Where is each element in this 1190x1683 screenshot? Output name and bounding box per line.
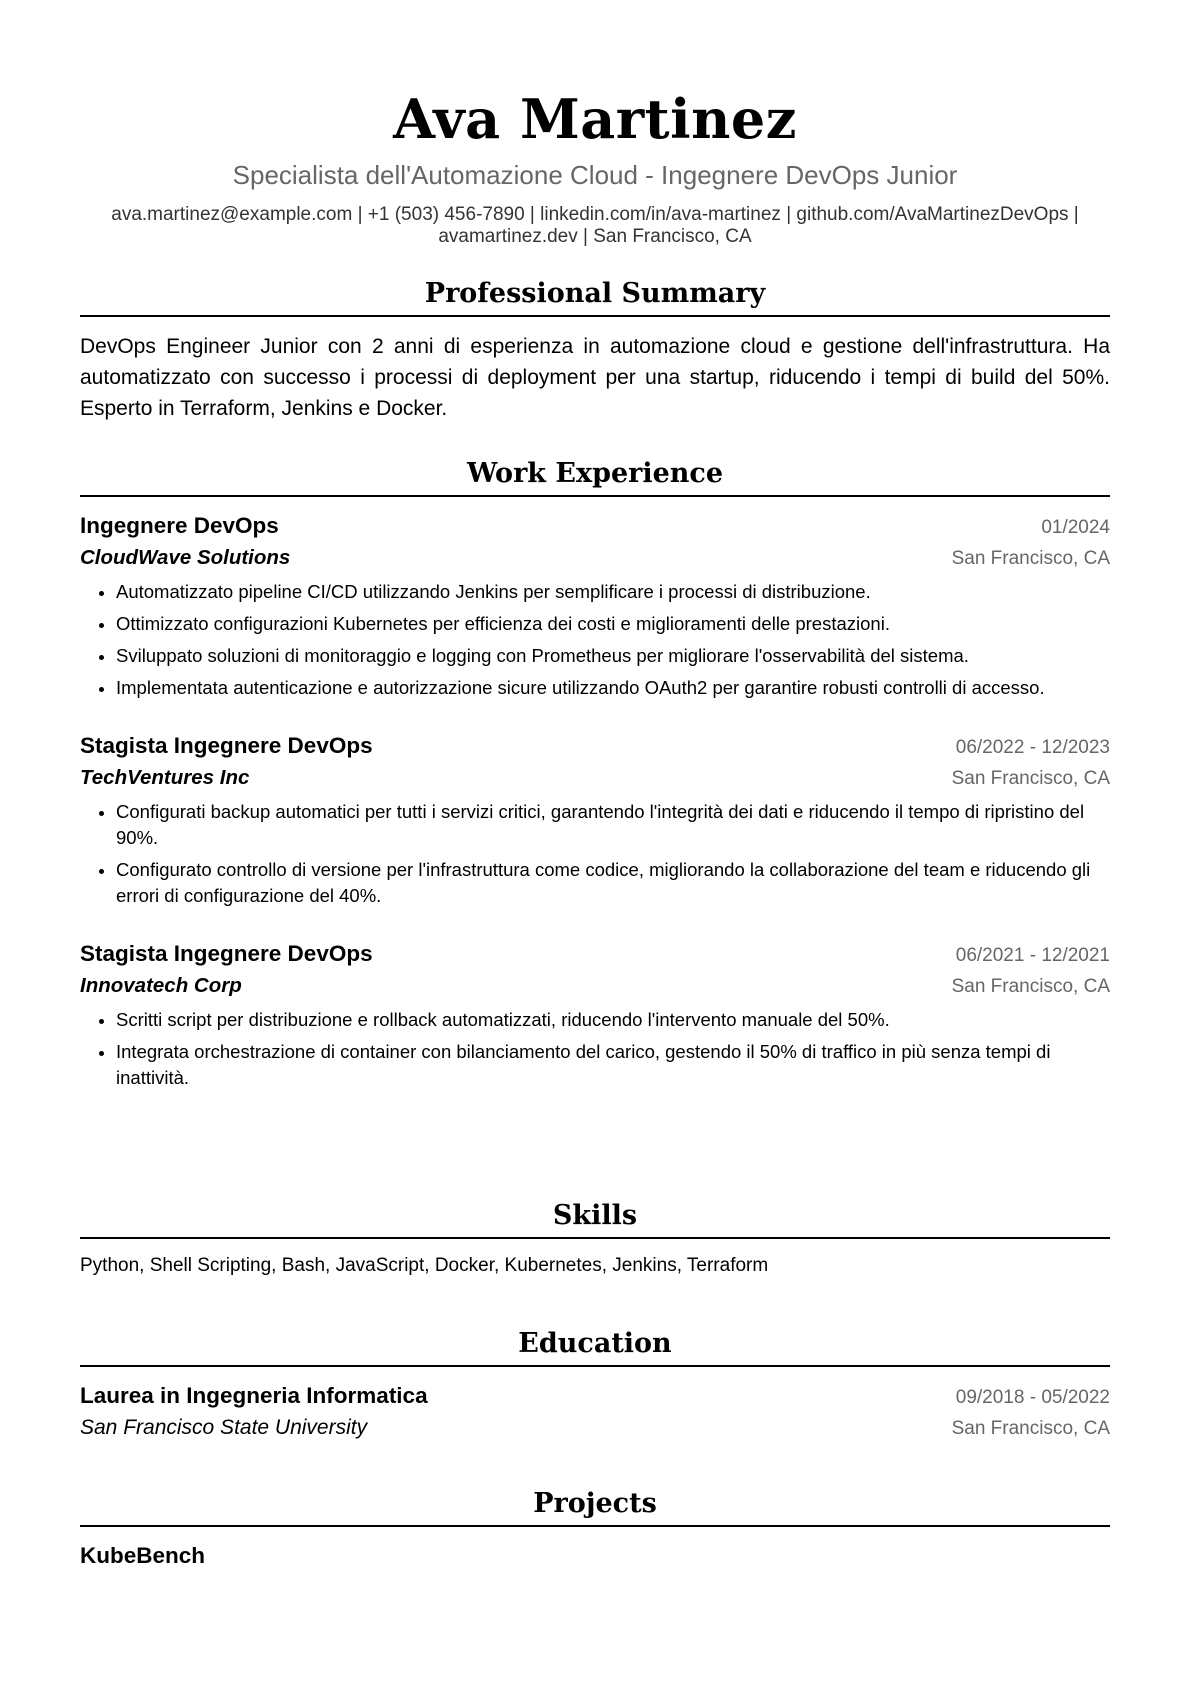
bullet-item: • Configurato controllo di versione per l'infrastruttura come codice, migliorando la collaborazione del team e riducendo gli errori di configurazione del 40%. [116,857,1110,909]
skills-section [80,1198,1110,1279]
experience-section [80,456,1110,1097]
job-company: TechVentures Inc [80,766,250,789]
bullet-item: • Implementata autenticazione e autorizzazione sicure utilizzando OAuth2 per garantire robusti controlli di accesso. [116,675,1110,701]
job-date: 06/2022 - 12/2023 [955,737,1110,758]
bullet-item: • Ottimizzato configurazioni Kubernetes per efficienza dei costi e miglioramenti delle prestazioni. [116,611,1110,637]
summary-section [80,276,1110,424]
bullet-item: • Integrata orchestrazione di container con bilanciamento del carico, gestendo il 50% di traffico in più senza tempi di inattività. [116,1039,1110,1091]
job-date: 01/2024 [1041,517,1110,538]
section-heading: Work Experience [80,456,1110,497]
education-section [80,1326,1110,1443]
job-entry [80,731,1110,909]
projects-section [80,1486,1110,1571]
job-entry [80,939,1110,1091]
job-location: San Francisco, CA [951,768,1110,789]
skills-text: Python, Shell Scripting, Bash, JavaScript, Docker, Kubernetes, Jenkins, Terraform [80,1255,769,1276]
job-company: CloudWave Solutions [80,546,291,569]
job-entry [80,511,1110,701]
job-location: San Francisco, CA [951,548,1110,569]
job-role: Stagista Ingegnere DevOps [80,733,373,758]
job-bullets [80,1007,1110,1091]
education-location: San Francisco, CA [951,1418,1110,1439]
contact-line: ava.martinez@example.com | +1 (503) 456-7890 | linkedin.com/in/ava-martinez | github.com/AvaMartinezDevOps | [111,204,1079,225]
job-role: Ingegnere DevOps [80,513,279,538]
job-bullets [80,579,1110,701]
job-date: 06/2021 - 12/2021 [955,945,1110,966]
summary-text: DevOps Engineer Junior con 2 anni di esperienza in automazione cloud e gestione dell'infrastruttura. Ha automatizzato con successo i processi di deployment per una startup, riducendo i tempi di build del 50%. Esperto in Terraform, Jenkins e Docker. [80,335,1110,420]
bullet-item: • Sviluppato soluzioni di monitoraggio e logging con Prometheus per migliorare l'osservabilità del sistema. [116,643,1110,669]
section-heading: Skills [80,1198,1110,1239]
bullet-item: • Automatizzato pipeline CI/CD utilizzando Jenkins per semplificare i processi di distribuzione. [116,579,1110,605]
job-bullets [80,799,1110,909]
contact-line: avamartinez.dev | San Francisco, CA [438,226,752,247]
school-name: San Francisco State University [80,1416,368,1439]
bullet-item: • Scritti script per distribuzione e rollback automatizzati, riducendo l'intervento manuale del 50%. [116,1007,1110,1033]
bullet-item: • Configurati backup automatici per tutti i servizi critici, garantendo l'integrità dei dati e riducendo il tempo di ripristino del 90%. [116,799,1110,851]
candidate-title: Specialista dell'Automazione Cloud - Ingegnere DevOps Junior [232,160,958,190]
job-role: Stagista Ingegnere DevOps [80,941,373,966]
education-date: 09/2018 - 05/2022 [955,1387,1110,1408]
education-entry [80,1381,1110,1443]
resume-header [80,84,1110,248]
project-title: KubeBench [80,1543,206,1568]
section-heading: Education [80,1326,1110,1367]
contact-info [80,204,1110,248]
job-location: San Francisco, CA [951,976,1110,997]
section-heading: Professional Summary [80,276,1110,317]
job-company: Innovatech Corp [80,974,242,997]
degree: Laurea in Ingegneria Informatica [80,1383,428,1408]
candidate-name: Ava Martinez [393,87,797,151]
section-heading: Projects [80,1486,1110,1527]
